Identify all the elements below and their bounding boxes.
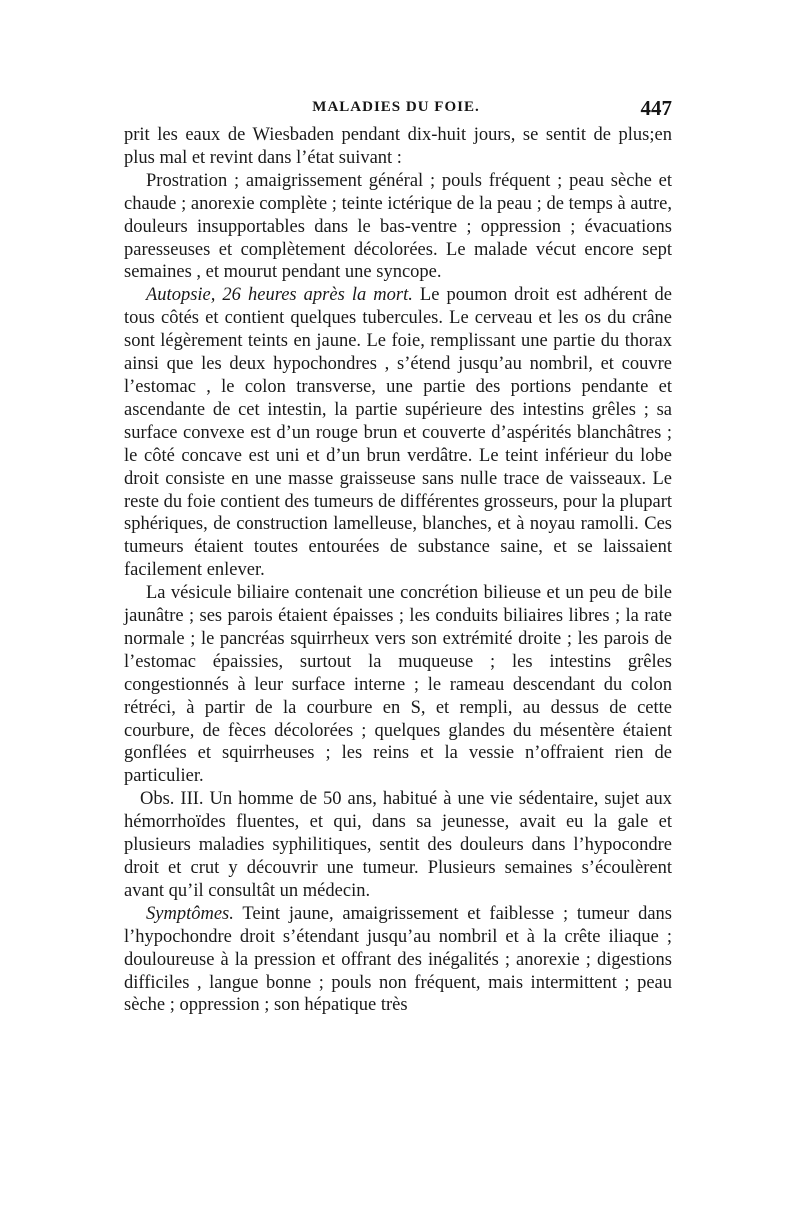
symptoms-heading: Symptômes. (146, 903, 234, 924)
paragraph-symptoms (124, 903, 672, 1018)
body-text (124, 124, 672, 1017)
running-head: MALADIES DU FOIE. (312, 99, 480, 115)
page-header (118, 96, 674, 120)
paragraph-observation-iii: Obs. III. Un homme de 50 ans, habitué à une vie sédentaire, sujet aux hémorrhoïdes fluentes, et qui, dans sa jeunesse, avait eu la gale et plusieurs maladies syphilitiques, sentit des douleurs dans l’hypocondre droit et crut y découvrir une tumeur. Plusieurs semaines s’écoulèrent avant qu’il consultât un médecin. (124, 789, 672, 901)
paragraph-gallbladder: La vésicule biliaire contenait une concrétion bilieuse et un peu de bile jaunâtre ; ses parois étaient épaisses ; les conduits biliaires libres ; la rate normale ; le pancréas squirrheux vers son extrémité droite ; les parois de l’estomac épaissies, surtout la muqueuse ; les intestins grêles congestionnés à leur surface interne ; le rameau descendant du colon rétréci, à partir de la courbure en S, et rempli, au dessus de cette courbure, de fèces décolorées ; quelques glandes du mésentère étaient gonflées et squirrheuses ; les reins et la vessie n’offraient rien de particulier. (124, 583, 672, 787)
paragraph-autopsy (124, 284, 672, 582)
autopsy-text: Le poumon droit est adhérent de tous côtés et contient quelques tubercules. Le cerveau et les os du crâne sont légèrement teints en jaune. Le foie, remplissant une partie du thorax ainsi que les deux hypochondres , s’étend jusqu’au nombril, et couvre l’estomac , le colon transverse, une partie des portions pendante et ascendante de cet intestin, la partie supérieure des intestins grêles ; sa surface convexe est d’un rouge brun et couverte d’aspérités blanchâtres ; le côté concave est uni et d’un brun verdâtre. Le teint inférieur du lobe droit consiste en une masse graisseuse sans nulle trace de vaisseaux. Le reste du foie contient des tumeurs de différentes grosseurs, pour la plupart sphériques, de construction lamelleuse, blanches, et à noyau ramolli. Ces tumeurs étaient toutes entourées de substance saine, et se laissaient facilement enlever. (124, 285, 672, 581)
paragraph-symptoms-first-case: Prostration ; amaigrissement général ; pouls fréquent ; peau sèche et chaude ; anorexie complète ; teinte ictérique de la peau ; de temps à autre, douleurs insupportables dans le bas-ventre ; oppression ; évacuations paresseuses et complètement décolorées. Le malade vécut encore sept semaines , et mourut pendant une syncope. (124, 170, 672, 283)
page-number: 447 (640, 96, 672, 120)
symptoms-text: Teint jaune, amaigrissement et faiblesse ; tumeur dans l’hypochondre droit s’étendant jusqu’au nombril et à la crête iliaque ; douloureuse à la pression et offrant des inégalités ; anorexie ; digestions difficiles , langue bonne ; pouls non fréquent, mais intermittent ; peau sèche ; oppression ; son hépatique très (124, 903, 672, 1016)
autopsy-heading: Autopsie, 26 heures après la mort. (146, 285, 413, 306)
paragraph-continuation: prit les eaux de Wiesbaden pendant dix-huit jours, se sentit de plus;en plus mal et revint dans l’état suivant : (124, 125, 672, 168)
